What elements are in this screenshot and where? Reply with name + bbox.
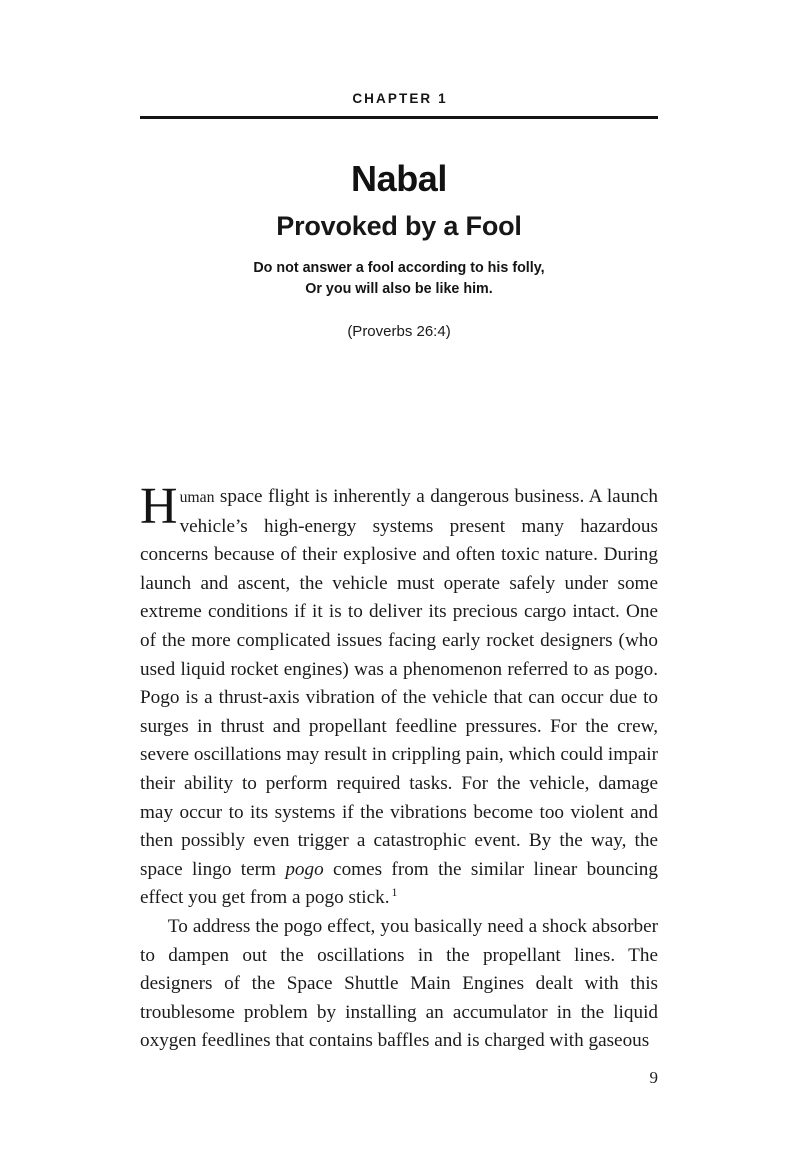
paragraph-1-italic-term: pogo xyxy=(285,858,324,880)
chapter-label: CHAPTER 1 xyxy=(352,91,448,106)
paragraph-2: To address the pogo effect, you basically need a shock absorber to dampen out the oscillations in the propellant lines. The designers of the Space Shuttle Main Engines dealt with this troublesome problem by installing an accumulator in the liquid oxygen feedlines that contains baffles and is charged with gaseous xyxy=(140,915,658,1052)
epigraph-block xyxy=(140,258,658,342)
paragraph-1 xyxy=(140,478,658,913)
epigraph-citation: (Proverbs 26:4) xyxy=(347,323,451,340)
epigraph-line-1: Do not answer a fool according to his folly, xyxy=(253,260,545,276)
page-subtitle: Provoked by a Fool xyxy=(276,211,522,241)
page-title: Nabal xyxy=(350,158,448,199)
title-block xyxy=(140,158,658,243)
epigraph-line-2: Or you will also be like him. xyxy=(305,281,493,297)
drop-cap: H xyxy=(140,478,178,535)
footnote-marker[interactable]: 1 xyxy=(391,884,398,899)
paragraph-1-text-after-italic: comes from the similar linear bouncing effect you get from a pogo stick. xyxy=(140,858,658,909)
paragraph-1-lead: uman xyxy=(179,489,215,506)
paragraph-1-text-before-italic: space flight is inherently a dangerous business. A launch vehicle’s high-energy systems present many hazardous concerns because of their explosive and often toxic nature. During launch and ascent, the vehicle must operate safely under some extreme conditions if it is to deliver its precious cargo intact. One of the more complicated issues facing early rocket designers (who used liquid rocket engines) was a phenomenon referred to as pogo. Pogo is a thrust-axis vibration of the vehicle that can occur due to surges in thrust and propellant feedline pressures. For the crew, severe oscillations may result in crippling pain, which could impair their ability to perform required tasks. For the vehicle, damage may occur to its systems if the vibrations become too violent and then possibly even trigger a catastrophic event. By the way, the space lingo term xyxy=(140,486,658,880)
page-number: 9 xyxy=(649,1068,658,1087)
chapter-rule-divider xyxy=(140,116,658,119)
body-text xyxy=(140,478,658,1056)
chapter-header xyxy=(140,90,658,119)
